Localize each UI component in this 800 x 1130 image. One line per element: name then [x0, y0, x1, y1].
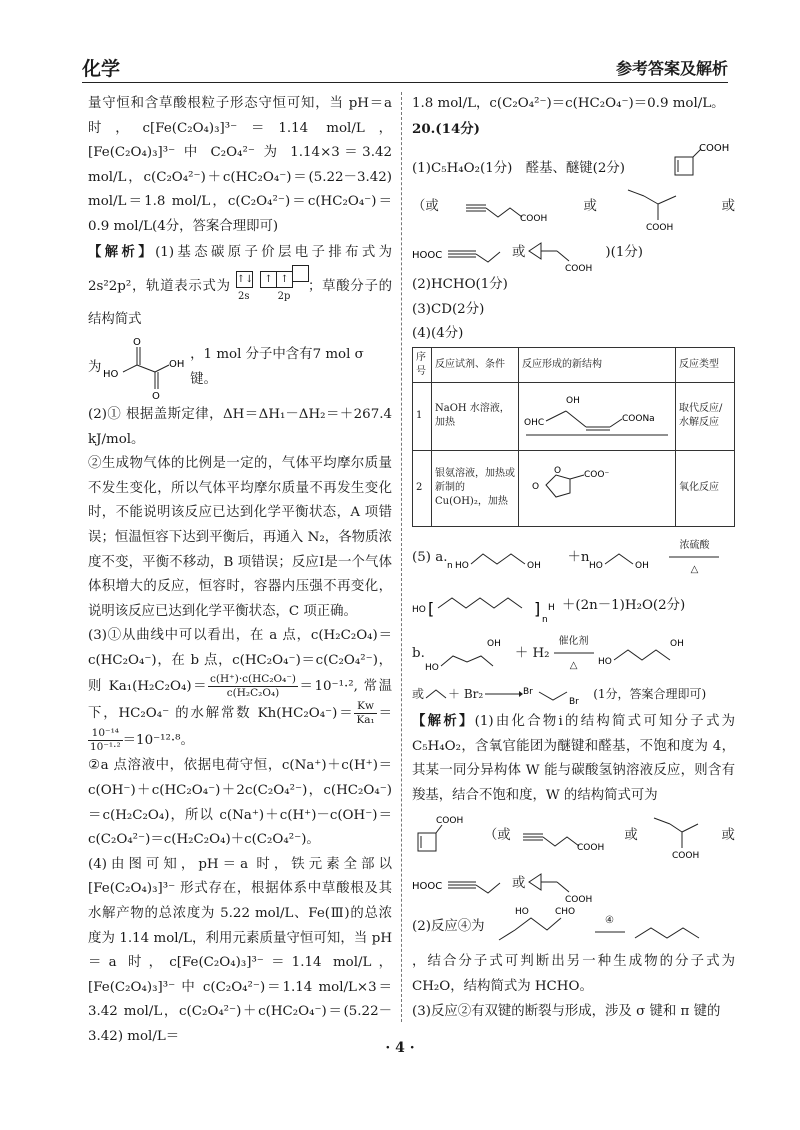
table-row: 2 银氨溶液，加热或新制的 Cu(OH)₂，加热 O O COO⁻ 氧化反应	[413, 450, 735, 526]
svg-text:COOH: COOH	[576, 843, 604, 854]
table-header: 反应形成的新结构	[519, 347, 676, 382]
right-column	[412, 92, 735, 1024]
hooc-enyne-structure	[412, 869, 512, 899]
table-header: 序号	[413, 347, 432, 382]
page-number: · 4 ·	[385, 1040, 415, 1056]
answer-20-5a: (5) a. n HO OH ＋n HO OH 浓硫酸 △	[412, 533, 735, 583]
enyne-acid-structure-2	[650, 810, 710, 862]
cyclopropene-acid-structure	[525, 864, 605, 904]
svg-text:OHC: OHC	[524, 417, 545, 428]
svg-text:HO: HO	[424, 662, 439, 673]
svg-text:COOH: COOH	[565, 895, 593, 905]
maleic-acid-structure	[425, 632, 515, 676]
answer-20-5b-alt: 或 ＋ Br₂ Br Br (1分，答案合理即可)	[412, 679, 735, 709]
oxalic-o-bottom: O	[152, 390, 161, 401]
answer-20-3: (3)CD(2分)	[412, 301, 485, 317]
answer-20-4: (4)(4分)	[412, 326, 464, 342]
section-title: 参考答案及解析	[615, 59, 728, 78]
svg-text:OH: OH	[635, 560, 650, 571]
analysis-1: 【解析】(1)基态碳原子价层电子排布式为 2s²2p²，轨道表示式为 ↑↓ 2s ↑ ↑ 2p ；草酸分子的结构简式	[88, 243, 393, 328]
column-divider	[401, 92, 402, 1022]
dibromoethane-structure	[523, 682, 593, 706]
succinic-acid-structure	[447, 536, 567, 580]
product-structure-1	[522, 389, 672, 439]
oxalic-oh-label: OH	[169, 358, 185, 370]
svg-text:]: ]	[534, 598, 541, 618]
answer-20-2: (2)HCHO(1分)	[412, 277, 508, 293]
reaction-4-product-structure	[625, 904, 715, 950]
svg-text:COONa: COONa	[622, 413, 655, 424]
cyclobutadiene-cooh-structure	[665, 141, 735, 181]
reaction-table	[412, 347, 735, 527]
analysis-20-1-structures-2: HOOC 或 COOH	[412, 864, 735, 904]
oxalic-o-top: O	[133, 336, 142, 348]
svg-text:HO: HO	[412, 604, 426, 615]
svg-text:HO: HO	[455, 560, 470, 571]
ethylene-glycol-structure	[589, 536, 669, 580]
cooh-label: COOH	[520, 214, 548, 225]
question-20-title: 20.(14分)	[412, 120, 480, 137]
orbital-2s-box: ↑↓	[236, 271, 253, 288]
analysis-20-3: (3)反应②有双键的断裂与形成，涉及 σ 键和 π 键的	[412, 1003, 721, 1019]
svg-text:OH: OH	[566, 395, 580, 406]
analysis-2-1: (2)① 根据盖斯定律，ΔH＝ΔH₁－ΔH₂＝＋267.4 kJ/mol。	[88, 406, 392, 447]
svg-text:n: n	[542, 614, 548, 625]
analysis-4: (4)由图可知，pH＝a 时，铁元素全部以 [Fe(C₂O₄)₃]³⁻ 形式存在，根据体系中草酸根及其水解产物的总浓度为 5.22 mol/L、Fe(Ⅲ)的总浓度为 1.14 mol/L，利用元素质量守恒可知，当 pH＝a 时，c[Fe(C₂O₄)₃]³⁻＝1.14 mol/L，[Fe(C₂O₄)₃]³⁻ 中 c(C₂O₄²⁻)＝1.14 mol/L×3＝3.42 mol/L，c(C₂O₄²⁻)＋c(HC₂O₄⁻)＝(5.22－3.42) mol/L＝	[88, 856, 392, 1044]
orbital-2p-box-3	[292, 265, 309, 282]
svg-text:Br: Br	[569, 696, 580, 706]
oxalic-acid-line: 为 HO O O OH ，1 mol 分子中含有7 mol σ 键。	[88, 336, 364, 401]
answer-19-tail: 1.8 mol/L，c(C₂O₄²⁻)＝c(HC₂O₄⁻)＝0.9 mol/L。	[412, 96, 725, 111]
analysis-20-1: 【解析】(1)由化合物ⅰ的结构简式可知分子式为 C₅H₄O₂，含氧官能团为醚键和醛基，不饱和度为 4，其某一同分异构体 W 能与碳酸氢钠溶液反应，则含有羧基，结合不饱和度，W 的结构简式可为	[412, 712, 736, 803]
ka-fraction: $\frac{\text{c(H⁺)·c(HC₂O₄⁻)}}{\text{c(H₂C₂O₄)}}$	[210, 673, 296, 700]
svg-text:OH: OH	[669, 638, 684, 649]
cyclopropene-acid-structure	[525, 233, 605, 273]
analysis-3-2: ②a 点溶液中，依据电荷守恒，c(Na⁺)＋c(H⁺)＝c(OH⁻)＋c(HC₂O₄⁻)＋2c(C₂O₄²⁻)，c(HC₂O₄⁻)＝c(H₂C₂O₄)，所以 c(Na⁺)＋c(H⁺)－c(OH⁻)＝c(C₂O₄²⁻)＝c(H₂C₂O₄)＋c(C₂O₄²⁻)。	[88, 758, 392, 848]
kh-fraction-2: $\frac{\text{10⁻¹⁴}}{\text{10⁻¹·²}}$	[90, 727, 121, 754]
catalyst-label: 浓硫酸	[679, 539, 710, 551]
table-header-row	[413, 347, 735, 382]
table-row: 1 NaOH 水溶液，加热 OHC OH COONa 取代反应/水解反应	[413, 382, 735, 450]
kh-fraction-1: $\frac{Kw}{\text{Ka₁}}$	[356, 700, 375, 727]
svg-text:HOOC: HOOC	[412, 881, 443, 893]
svg-text:Br: Br	[523, 686, 534, 697]
enyne-acid-structure-1	[466, 187, 556, 227]
orbital-2p-box-2: ↑	[276, 271, 293, 288]
answer-20-5b: b. HO OH ＋ H₂ 催化剂 △ HO OH	[412, 629, 735, 679]
analysis-20-2-text: ，结合分子式可判断出另一种生成物的分子式为 CH₂O，结构简式为 HCHO。	[412, 954, 735, 994]
answer-20-1-alternatives-2: HOOC 或 COOH )(1分)	[412, 233, 735, 273]
polyester-structure	[412, 584, 562, 628]
product-structure-2	[522, 461, 672, 511]
enyne-acid-structure-1	[523, 816, 613, 856]
hooc-label: HOOC	[412, 250, 443, 262]
succinic-acid-product-structure	[598, 632, 698, 676]
svg-text:COOH: COOH	[671, 851, 699, 862]
analysis-3-1: (3)①从曲线中可以看出，在 a 点，c(H₂C₂O₄)＝c(HC₂O₄⁻)，在 b 点，c(HC₂O₄⁻)＝c(C₂O₄²⁻)，则 Ka₁(H₂C₂O₄)＝ $\frac{\text{c(H⁺)·c(HC₂O₄⁻)}}{\text{c(H₂C₂O₄)}}$ ＝10⁻¹·², 常温下，HC₂O₄⁻ 的水解常数 Kh(HC₂O₄⁻)＝ $\frac{Kw}{\text{Ka₁}}$ ＝ $\frac{\text{10⁻¹⁴}}{\text{10⁻¹·²}}$ ＝10⁻¹²·⁸。	[88, 628, 393, 754]
svg-text:[: [	[428, 598, 435, 618]
oxalic-acid-structure	[101, 335, 190, 401]
table-header: 反应类型	[676, 347, 735, 382]
analysis-20-2: (2)反应④为 HO CHO ④	[412, 904, 735, 950]
svg-text:CHO: CHO	[554, 907, 575, 918]
answer-20-1: (1)C₅H₄O₂(1分) 醛基、醚键(2分) COOH	[412, 141, 735, 181]
left-column	[88, 92, 392, 1050]
cyclobutadiene-cooh-structure	[412, 811, 472, 861]
svg-text:OH: OH	[527, 560, 542, 571]
svg-text:O: O	[532, 481, 540, 492]
page-header	[82, 48, 728, 83]
polyester-product: HO [ ] n H ＋(2n－1)H₂O(2分)	[412, 583, 735, 629]
svg-text:HO: HO	[589, 560, 604, 571]
svg-text:OH: OH	[486, 638, 501, 649]
hooc-enyne-structure	[412, 238, 512, 268]
enyne-acid-structure-2	[624, 182, 694, 232]
svg-text:HO: HO	[514, 907, 529, 918]
orbital-2p-box-1: ↑	[260, 271, 277, 288]
answer-20-1-alternatives: （或 COOH 或 COOH 或	[412, 181, 735, 233]
table-header: 反应试剂、条件	[432, 347, 519, 382]
analysis-label: 【解析】	[88, 243, 156, 260]
cooh-label: COOH	[565, 264, 593, 274]
cooh-label: COOH	[646, 223, 674, 233]
svg-text:n: n	[447, 560, 454, 571]
orbital-diagram: ↑↓ 2s ↑ ↑ 2p	[236, 265, 308, 308]
svg-text:O: O	[554, 465, 562, 476]
cooh-label: COOH	[699, 143, 730, 155]
subject-title: 化学	[82, 58, 121, 80]
svg-text:HO: HO	[597, 656, 612, 667]
svg-text:COOH: COOH	[436, 816, 464, 827]
oxalic-ho-label: HO	[103, 368, 119, 380]
analysis-2-2: ②生成物气体的比例是一定的，气体平均摩尔质量不发生变化，所以气体平均摩尔质量不再发生变化时，不能说明该反应已达到化学平衡状态，A 项错误；恒温恒容下达到平衡后，再通入 N₂，各物质浓度不变，平衡不移动，B 项错误；反应Ⅰ是一个气体体积增大的反应，恒容时，容器内压强不再变化，说明该反应已达到化学平衡状态，C 项正确。	[88, 456, 392, 619]
analysis-20-1-structures: COOH （或 COOH 或 COOH 或	[412, 808, 735, 864]
reaction-4-reactant-structure	[485, 904, 595, 950]
answer-19-4-tail: 量守恒和含草酸根粒子形态守恒可知，当 pH＝a 时，c[Fe(C₂O₄)₃]³⁻＝1.14 mol/L，[Fe(C₂O₄)₃]³⁻ 中 C₂O₄²⁻ 为 1.14×3＝3.42 mol/L，c(C₂O₄²⁻)＋c(HC₂O₄⁻)＝(5.22－3.42) mol/L＝1.8 mol/L，c(C₂O₄²⁻)＝c(HC₂O₄⁻)＝0.9 mol/L(4分，答案合理即可)	[88, 96, 392, 234]
svg-text:H: H	[548, 602, 555, 613]
svg-text:COO⁻: COO⁻	[584, 469, 610, 480]
